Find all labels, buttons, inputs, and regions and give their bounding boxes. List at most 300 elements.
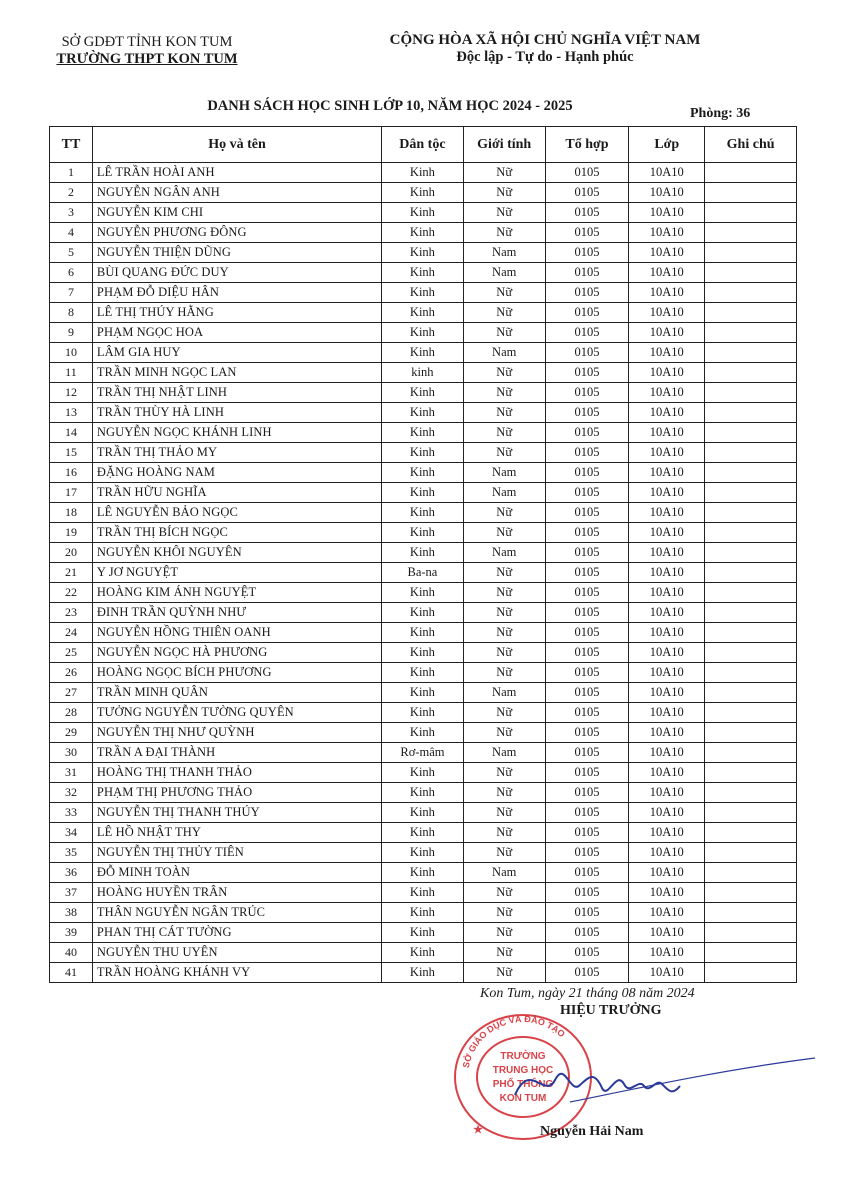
gender-cell: Nữ bbox=[463, 763, 545, 783]
gender-cell: Nữ bbox=[463, 583, 545, 603]
row-number: 39 bbox=[50, 923, 93, 943]
note-cell bbox=[705, 843, 797, 863]
class-cell: 10A10 bbox=[629, 543, 705, 563]
class-cell: 10A10 bbox=[629, 863, 705, 883]
student-name: PHẠM THỊ PHƯƠNG THẢO bbox=[92, 783, 381, 803]
col-header-note: Ghi chú bbox=[705, 127, 797, 163]
subject-group-cell: 0105 bbox=[545, 523, 629, 543]
gender-cell: Nữ bbox=[463, 623, 545, 643]
student-name: Y JƠ NGUYỆT bbox=[92, 563, 381, 583]
ethnicity-cell: Kinh bbox=[382, 603, 464, 623]
table-row bbox=[50, 163, 797, 183]
gender-cell: Nam bbox=[463, 543, 545, 563]
row-number: 13 bbox=[50, 403, 93, 423]
row-number: 16 bbox=[50, 463, 93, 483]
subject-group-cell: 0105 bbox=[545, 903, 629, 923]
ethnicity-cell: Kinh bbox=[382, 503, 464, 523]
note-cell bbox=[705, 183, 797, 203]
gender-cell: Nữ bbox=[463, 783, 545, 803]
student-name: HOÀNG THỊ THANH THẢO bbox=[92, 763, 381, 783]
subject-group-cell: 0105 bbox=[545, 223, 629, 243]
ethnicity-cell: Kinh bbox=[382, 903, 464, 923]
gender-cell: Nam bbox=[463, 743, 545, 763]
row-number: 23 bbox=[50, 603, 93, 623]
table-row bbox=[50, 343, 797, 363]
class-cell: 10A10 bbox=[629, 663, 705, 683]
student-name: HOÀNG NGỌC BÍCH PHƯƠNG bbox=[92, 663, 381, 683]
table-row bbox=[50, 963, 797, 983]
class-cell: 10A10 bbox=[629, 263, 705, 283]
class-cell: 10A10 bbox=[629, 883, 705, 903]
row-number: 33 bbox=[50, 803, 93, 823]
ethnicity-cell: Kinh bbox=[382, 303, 464, 323]
class-cell: 10A10 bbox=[629, 843, 705, 863]
ethnicity-cell: Kinh bbox=[382, 543, 464, 563]
gender-cell: Nữ bbox=[463, 823, 545, 843]
student-name: TRẦN THỊ NHẬT LINH bbox=[92, 383, 381, 403]
svg-text:PHỔ THÔNG: PHỔ THÔNG bbox=[492, 1079, 554, 1090]
ethnicity-cell: Kinh bbox=[382, 843, 464, 863]
row-number: 35 bbox=[50, 843, 93, 863]
note-cell bbox=[705, 443, 797, 463]
svg-text:TRUNG HỌC: TRUNG HỌC bbox=[492, 1065, 554, 1076]
row-number: 11 bbox=[50, 363, 93, 383]
gender-cell: Nữ bbox=[463, 323, 545, 343]
col-header-class: Lớp bbox=[629, 127, 705, 163]
class-cell: 10A10 bbox=[629, 723, 705, 743]
table-row bbox=[50, 923, 797, 943]
note-cell bbox=[705, 223, 797, 243]
student-name: NGUYỄN THỊ NHƯ QUỲNH bbox=[92, 723, 381, 743]
row-number: 28 bbox=[50, 703, 93, 723]
note-cell bbox=[705, 403, 797, 423]
note-cell bbox=[705, 163, 797, 183]
ethnicity-cell: Kinh bbox=[382, 383, 464, 403]
student-name: LÊ TRẦN HOÀI ANH bbox=[92, 163, 381, 183]
gender-cell: Nữ bbox=[463, 383, 545, 403]
ethnicity-cell: Kinh bbox=[382, 243, 464, 263]
table-row bbox=[50, 603, 797, 623]
subject-group-cell: 0105 bbox=[545, 343, 629, 363]
table-header-row bbox=[50, 127, 797, 163]
table-row bbox=[50, 223, 797, 243]
class-cell: 10A10 bbox=[629, 643, 705, 663]
note-cell bbox=[705, 563, 797, 583]
student-name: TRẦN THÙY HÀ LINH bbox=[92, 403, 381, 423]
row-number: 4 bbox=[50, 223, 93, 243]
student-name: TRẦN MINH QUÂN bbox=[92, 683, 381, 703]
ethnicity-cell: Kinh bbox=[382, 823, 464, 843]
student-name: TRẦN HOÀNG KHÁNH VY bbox=[92, 963, 381, 983]
note-cell bbox=[705, 923, 797, 943]
col-header-tt: TT bbox=[50, 127, 93, 163]
row-number: 31 bbox=[50, 763, 93, 783]
student-name: TRẦN A ĐẠI THÀNH bbox=[92, 743, 381, 763]
student-name: ĐỖ MINH TOÀN bbox=[92, 863, 381, 883]
row-number: 21 bbox=[50, 563, 93, 583]
row-number: 26 bbox=[50, 663, 93, 683]
row-number: 6 bbox=[50, 263, 93, 283]
ethnicity-cell: Kinh bbox=[382, 943, 464, 963]
table-row bbox=[50, 523, 797, 543]
ethnicity-cell: Kinh bbox=[382, 763, 464, 783]
table-row bbox=[50, 583, 797, 603]
student-table bbox=[49, 126, 797, 983]
row-number: 36 bbox=[50, 863, 93, 883]
subject-group-cell: 0105 bbox=[545, 503, 629, 523]
subject-group-cell: 0105 bbox=[545, 783, 629, 803]
class-cell: 10A10 bbox=[629, 163, 705, 183]
class-cell: 10A10 bbox=[629, 783, 705, 803]
table-row bbox=[50, 663, 797, 683]
ethnicity-cell: Kinh bbox=[382, 263, 464, 283]
col-header-name: Họ và tên bbox=[92, 127, 381, 163]
student-name: NGUYỄN PHƯƠNG ĐÔNG bbox=[92, 223, 381, 243]
ethnicity-cell: Kinh bbox=[382, 163, 464, 183]
ethnicity-cell: Kinh bbox=[382, 523, 464, 543]
signer-name: Nguyễn Hải Nam bbox=[540, 1124, 644, 1139]
subject-group-cell: 0105 bbox=[545, 863, 629, 883]
subject-group-cell: 0105 bbox=[545, 363, 629, 383]
student-name: NGUYỄN HỒNG THIÊN OANH bbox=[92, 623, 381, 643]
sign-date: Kon Tum, ngày 21 tháng 08 năm 2024 bbox=[480, 986, 695, 1001]
subject-group-cell: 0105 bbox=[545, 463, 629, 483]
student-name: NGUYỄN THIỆN DŨNG bbox=[92, 243, 381, 263]
class-cell: 10A10 bbox=[629, 443, 705, 463]
gender-cell: Nam bbox=[463, 243, 545, 263]
table-row bbox=[50, 943, 797, 963]
table-row bbox=[50, 483, 797, 503]
row-number: 15 bbox=[50, 443, 93, 463]
student-name: LÊ NGUYỄN BẢO NGỌC bbox=[92, 503, 381, 523]
gender-cell: Nữ bbox=[463, 423, 545, 443]
student-name: TRẦN THỊ BÍCH NGỌC bbox=[92, 523, 381, 543]
student-name: NGUYỄN THU UYÊN bbox=[92, 943, 381, 963]
row-number: 5 bbox=[50, 243, 93, 263]
subject-group-cell: 0105 bbox=[545, 943, 629, 963]
table-row bbox=[50, 903, 797, 923]
note-cell bbox=[705, 303, 797, 323]
table-row bbox=[50, 383, 797, 403]
ethnicity-cell: Kinh bbox=[382, 443, 464, 463]
note-cell bbox=[705, 323, 797, 343]
gender-cell: Nữ bbox=[463, 883, 545, 903]
ethnicity-cell: Kinh bbox=[382, 803, 464, 823]
ethnicity-cell: Kinh bbox=[382, 663, 464, 683]
note-cell bbox=[705, 503, 797, 523]
student-name: HOÀNG KIM ÁNH NGUYỆT bbox=[92, 583, 381, 603]
gender-cell: Nữ bbox=[463, 363, 545, 383]
ethnicity-cell: Kinh bbox=[382, 683, 464, 703]
svg-text:KON TUM: KON TUM bbox=[499, 1093, 547, 1104]
subject-group-cell: 0105 bbox=[545, 443, 629, 463]
student-name: LÊ THỊ THÚY HẰNG bbox=[92, 303, 381, 323]
subject-group-cell: 0105 bbox=[545, 583, 629, 603]
note-cell bbox=[705, 783, 797, 803]
gender-cell: Nữ bbox=[463, 403, 545, 423]
table-row bbox=[50, 863, 797, 883]
gender-cell: Nữ bbox=[463, 923, 545, 943]
table-row bbox=[50, 703, 797, 723]
student-name: NGUYỄN NGỌC HÀ PHƯƠNG bbox=[92, 643, 381, 663]
note-cell bbox=[705, 483, 797, 503]
note-cell bbox=[705, 283, 797, 303]
subject-group-cell: 0105 bbox=[545, 623, 629, 643]
note-cell bbox=[705, 543, 797, 563]
note-cell bbox=[705, 883, 797, 903]
ethnicity-cell: Kinh bbox=[382, 783, 464, 803]
student-name: ĐẶNG HOÀNG NAM bbox=[92, 463, 381, 483]
class-cell: 10A10 bbox=[629, 523, 705, 543]
table-row bbox=[50, 743, 797, 763]
subject-group-cell: 0105 bbox=[545, 243, 629, 263]
student-name: NGUYỄN NGÂN ANH bbox=[92, 183, 381, 203]
gender-cell: Nữ bbox=[463, 443, 545, 463]
gender-cell: Nữ bbox=[463, 303, 545, 323]
class-cell: 10A10 bbox=[629, 383, 705, 403]
ethnicity-cell: Kinh bbox=[382, 723, 464, 743]
row-number: 14 bbox=[50, 423, 93, 443]
row-number: 7 bbox=[50, 283, 93, 303]
row-number: 34 bbox=[50, 823, 93, 843]
note-cell bbox=[705, 623, 797, 643]
gender-cell: Nam bbox=[463, 863, 545, 883]
row-number: 9 bbox=[50, 323, 93, 343]
class-cell: 10A10 bbox=[629, 743, 705, 763]
school-name: TRƯỜNG THPT KON TUM bbox=[56, 51, 238, 67]
student-name: BÙI QUANG ĐỨC DUY bbox=[92, 263, 381, 283]
subject-group-cell: 0105 bbox=[545, 923, 629, 943]
note-cell bbox=[705, 423, 797, 443]
class-cell: 10A10 bbox=[629, 343, 705, 363]
room-label: Phòng: 36 bbox=[690, 106, 751, 121]
gender-cell: Nữ bbox=[463, 803, 545, 823]
row-number: 22 bbox=[50, 583, 93, 603]
subject-group-cell: 0105 bbox=[545, 823, 629, 843]
col-header-gender: Giới tính bbox=[463, 127, 545, 163]
ethnicity-cell: Ba-na bbox=[382, 563, 464, 583]
gender-cell: Nữ bbox=[463, 563, 545, 583]
gender-cell: Nữ bbox=[463, 183, 545, 203]
subject-group-cell: 0105 bbox=[545, 423, 629, 443]
note-cell bbox=[705, 723, 797, 743]
table-row bbox=[50, 283, 797, 303]
table-row bbox=[50, 183, 797, 203]
svg-text:TRƯỜNG: TRƯỜNG bbox=[500, 1051, 546, 1062]
row-number: 10 bbox=[50, 343, 93, 363]
gender-cell: Nữ bbox=[463, 703, 545, 723]
national-header bbox=[360, 32, 730, 66]
gender-cell: Nam bbox=[463, 263, 545, 283]
class-cell: 10A10 bbox=[629, 323, 705, 343]
subject-group-cell: 0105 bbox=[545, 543, 629, 563]
table-row bbox=[50, 723, 797, 743]
signature bbox=[510, 1040, 820, 1120]
ethnicity-cell: Kinh bbox=[382, 223, 464, 243]
gender-cell: Nữ bbox=[463, 903, 545, 923]
table-row bbox=[50, 363, 797, 383]
class-cell: 10A10 bbox=[629, 243, 705, 263]
note-cell bbox=[705, 863, 797, 883]
subject-group-cell: 0105 bbox=[545, 643, 629, 663]
table-row bbox=[50, 243, 797, 263]
gender-cell: Nữ bbox=[463, 283, 545, 303]
row-number: 24 bbox=[50, 623, 93, 643]
student-name: ĐINH TRẦN QUỲNH NHƯ bbox=[92, 603, 381, 623]
class-cell: 10A10 bbox=[629, 683, 705, 703]
student-name: NGUYỄN THỊ THỦY TIÊN bbox=[92, 843, 381, 863]
table-row bbox=[50, 543, 797, 563]
class-cell: 10A10 bbox=[629, 183, 705, 203]
class-cell: 10A10 bbox=[629, 903, 705, 923]
class-cell: 10A10 bbox=[629, 503, 705, 523]
row-number: 20 bbox=[50, 543, 93, 563]
subject-group-cell: 0105 bbox=[545, 183, 629, 203]
ethnicity-cell: Rơ-mâm bbox=[382, 743, 464, 763]
row-number: 41 bbox=[50, 963, 93, 983]
gender-cell: Nữ bbox=[463, 723, 545, 743]
table-row bbox=[50, 623, 797, 643]
student-name: PHAN THỊ CÁT TƯỜNG bbox=[92, 923, 381, 943]
note-cell bbox=[705, 383, 797, 403]
subject-group-cell: 0105 bbox=[545, 803, 629, 823]
class-cell: 10A10 bbox=[629, 623, 705, 643]
table-row bbox=[50, 403, 797, 423]
note-cell bbox=[705, 343, 797, 363]
subject-group-cell: 0105 bbox=[545, 383, 629, 403]
table-row bbox=[50, 463, 797, 483]
class-cell: 10A10 bbox=[629, 363, 705, 383]
note-cell bbox=[705, 363, 797, 383]
note-cell bbox=[705, 643, 797, 663]
gender-cell: Nữ bbox=[463, 503, 545, 523]
student-name: TRẦN THỊ THẢO MY bbox=[92, 443, 381, 463]
document-title: DANH SÁCH HỌC SINH LỚP 10, NĂM HỌC 2024 - 2025 bbox=[207, 98, 573, 114]
gender-cell: Nam bbox=[463, 683, 545, 703]
class-cell: 10A10 bbox=[629, 403, 705, 423]
ethnicity-cell: Kinh bbox=[382, 323, 464, 343]
ethnicity-cell: Kinh bbox=[382, 343, 464, 363]
table-row bbox=[50, 443, 797, 463]
ethnicity-cell: Kinh bbox=[382, 283, 464, 303]
row-number: 40 bbox=[50, 943, 93, 963]
gender-cell: Nữ bbox=[463, 603, 545, 623]
gender-cell: Nam bbox=[463, 463, 545, 483]
class-cell: 10A10 bbox=[629, 823, 705, 843]
subject-group-cell: 0105 bbox=[545, 703, 629, 723]
note-cell bbox=[705, 903, 797, 923]
subject-group-cell: 0105 bbox=[545, 203, 629, 223]
table-row bbox=[50, 303, 797, 323]
class-cell: 10A10 bbox=[629, 583, 705, 603]
ethnicity-cell: Kinh bbox=[382, 923, 464, 943]
table-row bbox=[50, 683, 797, 703]
ethnicity-cell: Kinh bbox=[382, 963, 464, 983]
table-row bbox=[50, 503, 797, 523]
svg-text:★: ★ bbox=[473, 1124, 483, 1136]
ethnicity-cell: Kinh bbox=[382, 463, 464, 483]
student-name: THÂN NGUYỄN NGÂN TRÚC bbox=[92, 903, 381, 923]
ethnicity-cell: Kinh bbox=[382, 423, 464, 443]
student-name: TƯỞNG NGUYỄN TƯỜNG QUYÊN bbox=[92, 703, 381, 723]
table-row bbox=[50, 763, 797, 783]
class-cell: 10A10 bbox=[629, 923, 705, 943]
note-cell bbox=[705, 703, 797, 723]
row-number: 19 bbox=[50, 523, 93, 543]
subject-group-cell: 0105 bbox=[545, 283, 629, 303]
ethnicity-cell: Kinh bbox=[382, 583, 464, 603]
row-number: 25 bbox=[50, 643, 93, 663]
subject-group-cell: 0105 bbox=[545, 163, 629, 183]
class-cell: 10A10 bbox=[629, 303, 705, 323]
student-name: PHẠM NGỌC HOA bbox=[92, 323, 381, 343]
table-row bbox=[50, 643, 797, 663]
subject-group-cell: 0105 bbox=[545, 843, 629, 863]
student-name: NGUYỄN KIM CHI bbox=[92, 203, 381, 223]
class-cell: 10A10 bbox=[629, 223, 705, 243]
gender-cell: Nữ bbox=[463, 963, 545, 983]
table-row bbox=[50, 263, 797, 283]
agency-header bbox=[22, 34, 272, 68]
subject-group-cell: 0105 bbox=[545, 683, 629, 703]
table-row bbox=[50, 843, 797, 863]
row-number: 30 bbox=[50, 743, 93, 763]
gender-cell: Nữ bbox=[463, 223, 545, 243]
gender-cell: Nữ bbox=[463, 203, 545, 223]
student-name: NGUYỄN KHÔI NGUYÊN bbox=[92, 543, 381, 563]
table-row bbox=[50, 563, 797, 583]
table-row bbox=[50, 823, 797, 843]
table-row bbox=[50, 423, 797, 443]
subject-group-cell: 0105 bbox=[545, 743, 629, 763]
subject-group-cell: 0105 bbox=[545, 403, 629, 423]
row-number: 27 bbox=[50, 683, 93, 703]
subject-group-cell: 0105 bbox=[545, 763, 629, 783]
student-name: LÊ HỒ NHẬT THY bbox=[92, 823, 381, 843]
note-cell bbox=[705, 663, 797, 683]
gender-cell: Nam bbox=[463, 483, 545, 503]
class-cell: 10A10 bbox=[629, 763, 705, 783]
class-cell: 10A10 bbox=[629, 463, 705, 483]
student-name: HOÀNG HUYỀN TRÂN bbox=[92, 883, 381, 903]
student-name: TRẦN MINH NGỌC LAN bbox=[92, 363, 381, 383]
ethnicity-cell: Kinh bbox=[382, 643, 464, 663]
note-cell bbox=[705, 243, 797, 263]
table-row bbox=[50, 203, 797, 223]
subject-group-cell: 0105 bbox=[545, 563, 629, 583]
table-row bbox=[50, 883, 797, 903]
note-cell bbox=[705, 263, 797, 283]
table-row bbox=[50, 803, 797, 823]
student-name: NGUYỄN THỊ THANH THÚY bbox=[92, 803, 381, 823]
note-cell bbox=[705, 943, 797, 963]
student-name: TRẦN HỮU NGHĨA bbox=[92, 483, 381, 503]
col-header-subject-group: Tổ hợp bbox=[545, 127, 629, 163]
ethnicity-cell: Kinh bbox=[382, 863, 464, 883]
student-name: PHẠM ĐỖ DIỆU HÂN bbox=[92, 283, 381, 303]
class-cell: 10A10 bbox=[629, 283, 705, 303]
row-number: 8 bbox=[50, 303, 93, 323]
ethnicity-cell: Kinh bbox=[382, 403, 464, 423]
note-cell bbox=[705, 583, 797, 603]
ethnicity-cell: Kinh bbox=[382, 483, 464, 503]
ethnicity-cell: Kinh bbox=[382, 183, 464, 203]
class-cell: 10A10 bbox=[629, 803, 705, 823]
row-number: 32 bbox=[50, 783, 93, 803]
subject-group-cell: 0105 bbox=[545, 663, 629, 683]
class-cell: 10A10 bbox=[629, 203, 705, 223]
class-cell: 10A10 bbox=[629, 963, 705, 983]
